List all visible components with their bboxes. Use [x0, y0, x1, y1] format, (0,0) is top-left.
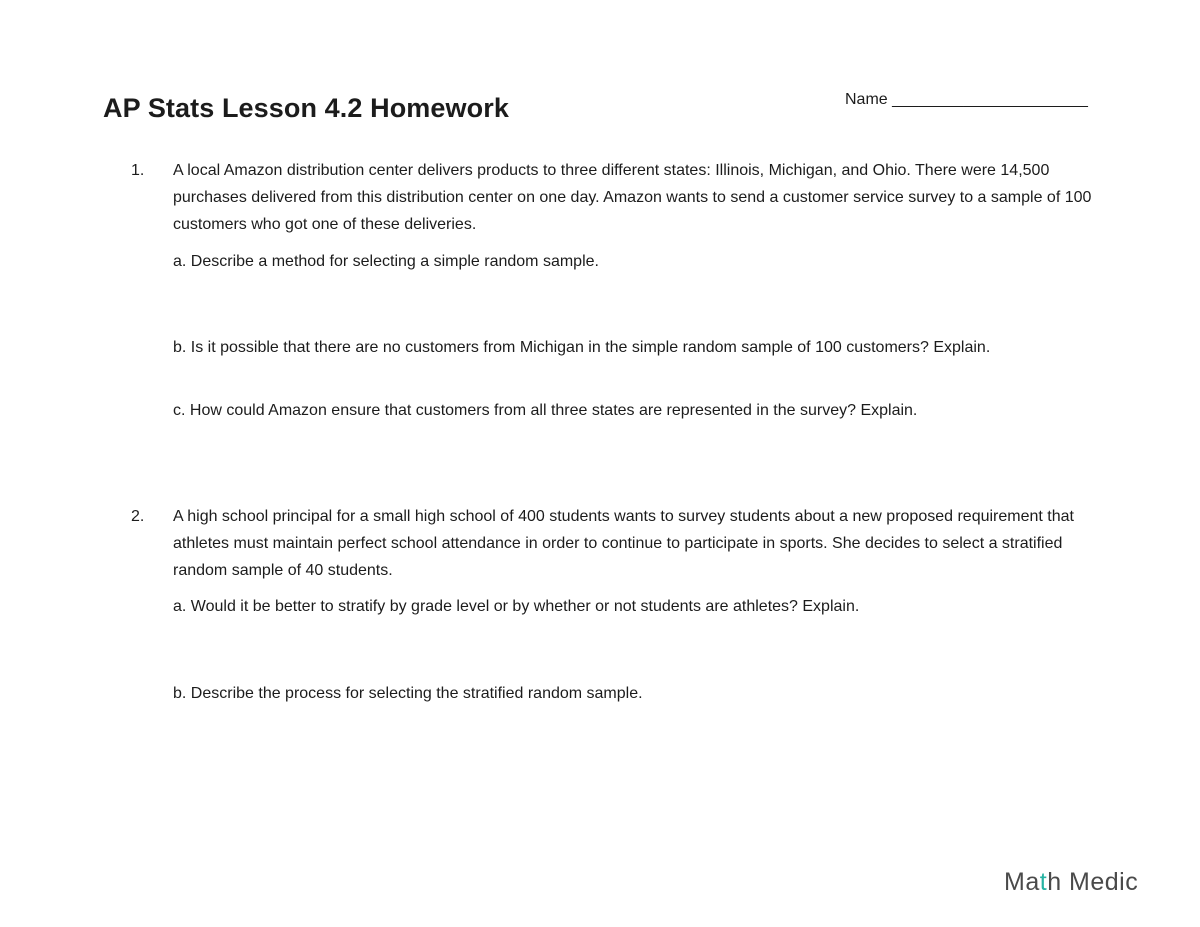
question-2-number: 2.: [131, 508, 145, 525]
question-2a: a. Would it be better to stratify by grade level or by whether or not students are athletes? Explain.: [173, 598, 860, 615]
math-medic-logo: [1004, 868, 1138, 897]
question-1b: b. Is it possible that there are no customers from Michigan in the simple random sample of 100 customers? Explain.: [173, 339, 991, 356]
logo-text-end: h Medic: [1047, 868, 1139, 896]
name-field: Name ______________________: [845, 91, 1088, 108]
question-1a: a. Describe a method for selecting a simple random sample.: [173, 253, 599, 270]
question-2-text: A high school principal for a small high school of 400 students wants to survey students about a new proposed requirement that athletes must maintain perfect school attendance in order to continue to participate in sports. She decides to select a stratified random sample of 40 students.: [173, 508, 1074, 579]
question-1c: c. How could Amazon ensure that customers from all three states are represented in the survey? Explain.: [173, 402, 918, 419]
page-title: AP Stats Lesson 4.2 Homework: [103, 93, 509, 123]
logo-accent-letter: t: [1039, 868, 1048, 896]
question-1-text: A local Amazon distribution center delivers products to three different states: Illinois, Michigan, and Ohio. There were 14,500 purchases delivered from this distribution center on one day. Amazon wants to send a customer service survey to a sample of 100 customers who got one of these deliveries.: [173, 162, 1092, 233]
question-1-number: 1.: [131, 162, 145, 179]
logo-text-start: Ma: [1004, 868, 1040, 896]
question-2b: b. Describe the process for selecting the stratified random sample.: [173, 685, 643, 702]
